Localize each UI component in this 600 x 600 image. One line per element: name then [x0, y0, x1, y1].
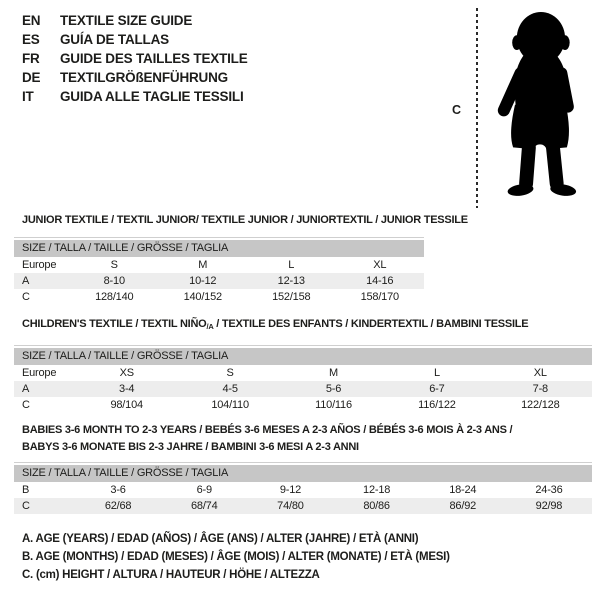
- height-cell: 116/122: [418, 399, 456, 411]
- height-cell: 128/140: [95, 291, 134, 303]
- height-cell: 152/158: [272, 291, 311, 303]
- height-cell: 62/68: [104, 500, 132, 512]
- footnote-c: C. (cm) HEIGHT / ALTURA / HAUTEUR / HÖHE / ALTEZZA: [22, 569, 320, 581]
- table-row: [14, 273, 424, 289]
- row-label: B: [22, 484, 30, 496]
- language-title: TEXTILE SIZE GUIDE: [60, 13, 193, 28]
- row-label: Europe: [22, 367, 57, 379]
- table-row: [14, 482, 592, 498]
- language-row-de: [22, 68, 248, 87]
- babies-table-title: [22, 422, 592, 456]
- size-cell: M: [198, 259, 208, 271]
- size-cell: XS: [119, 367, 134, 379]
- size-header-bar: SIZE / TALLA / TAILLE / GRÖSSE / TAGLIA: [14, 240, 424, 257]
- language-code: IT: [22, 89, 34, 104]
- height-cell: 104/110: [211, 399, 249, 411]
- title-part: CHILDREN'S TEXTILE / TEXTIL NIÑO: [22, 318, 207, 330]
- row-label: Europe: [22, 259, 57, 271]
- language-title: GUIDE DES TAILLES TEXTILE: [60, 51, 248, 66]
- children-textile-section: [14, 317, 592, 413]
- age-cell: 10-12: [189, 275, 217, 287]
- age-cell: 24-36: [535, 484, 563, 496]
- age-cell: 4-5: [222, 383, 238, 395]
- language-title: GUÍA DE TALLAS: [60, 32, 169, 47]
- height-cell: 122/128: [521, 399, 560, 411]
- children-table-title: [22, 317, 592, 334]
- language-code: EN: [22, 13, 41, 28]
- language-row-it: [22, 87, 248, 106]
- babies-textile-section: [14, 422, 592, 514]
- table-row: [14, 381, 592, 397]
- title-part: / TEXTILE DES ENFANTS / KINDERTEXTIL / BAMBINI TESSILE: [213, 318, 529, 330]
- language-list: [22, 11, 248, 106]
- size-header-bar: SIZE / TALLA / TAILLE / GRÖSSE / TAGLIA: [14, 348, 592, 365]
- size-cell: XL: [533, 367, 547, 379]
- height-cell: 74/80: [277, 500, 304, 512]
- junior-table-title: JUNIOR TEXTILE / TEXTIL JUNIOR/ TEXTILE JUNIOR / JUNIORTEXTIL / JUNIOR TESSILE: [22, 214, 468, 226]
- children-table: [14, 348, 592, 413]
- height-cell: 110/116: [315, 399, 352, 411]
- age-cell: 7-8: [532, 383, 548, 395]
- size-cell: XL: [373, 259, 387, 271]
- language-title: GUIDA ALLE TAGLIE TESSILI: [60, 89, 244, 104]
- age-cell: 6-7: [429, 383, 445, 395]
- age-cell: 12-18: [363, 484, 391, 496]
- size-header-bar: SIZE / TALLA / TAILLE / GRÖSSE / TAGLIA: [14, 465, 592, 482]
- babies-table: [14, 465, 592, 514]
- row-label: A: [22, 275, 30, 287]
- table-row: [14, 289, 424, 305]
- language-row-en: [22, 11, 248, 30]
- age-cell: 3-4: [119, 383, 135, 395]
- age-cell: 6-9: [196, 484, 212, 496]
- language-title: TEXTILGRÖßENFÜHRUNG: [60, 70, 228, 85]
- age-cell: 3-6: [110, 484, 126, 496]
- size-cell: S: [226, 367, 234, 379]
- title-line-2: BABYS 3-6 MONATE BIS 2-3 JAHRE / BAMBINI 3-6 MESI A 2-3 ANNI: [22, 441, 359, 453]
- baby-silhouette: [489, 6, 591, 210]
- age-cell: 5-6: [325, 383, 342, 395]
- row-label: A: [22, 383, 30, 395]
- height-c-label: C: [452, 103, 461, 117]
- height-cell: 80/86: [363, 500, 390, 512]
- junior-textile-section: [14, 213, 468, 305]
- age-cell: 12-13: [277, 275, 305, 287]
- age-cell: 18-24: [449, 484, 477, 496]
- table-row: [14, 498, 592, 514]
- table-row: [14, 257, 424, 273]
- footnote-a: A. AGE (YEARS) / EDAD (AÑOS) / ÂGE (ANS) / ALTER (JAHRE) / ETÀ (ANNI): [22, 533, 419, 545]
- language-code: FR: [22, 51, 40, 66]
- table-row: [14, 365, 592, 381]
- size-cell: S: [110, 259, 118, 271]
- height-cell: 68/74: [190, 500, 218, 512]
- row-label: C: [22, 500, 30, 512]
- title-subscript: /A: [206, 322, 214, 331]
- size-cell: L: [433, 367, 440, 379]
- height-cell: 140/152: [183, 291, 222, 303]
- height-dotted-line: [476, 8, 478, 208]
- height-cell: 158/170: [360, 291, 399, 303]
- height-cell: 86/92: [449, 500, 477, 512]
- table-row: [14, 397, 592, 413]
- language-row-fr: [22, 49, 248, 68]
- title-line-1: BABIES 3-6 MONTH TO 2-3 YEARS / BEBÉS 3-6 MESES A 2-3 AÑOS / BÉBÉS 3-6 MOIS À 2-3 ANS /: [22, 424, 513, 436]
- height-cell: 98/104: [110, 399, 143, 411]
- footnotes: [22, 530, 450, 584]
- age-cell: 8-10: [103, 275, 125, 287]
- size-cell: M: [329, 367, 338, 379]
- height-cell: 92/98: [535, 500, 563, 512]
- row-label: C: [22, 399, 30, 411]
- size-cell: L: [288, 259, 295, 271]
- footnote-b: B. AGE (MONTHS) / EDAD (MESES) / ÂGE (MOIS) / ALTER (MONATE) / ETÀ (MESI): [22, 551, 450, 563]
- junior-table: [14, 240, 424, 305]
- age-cell: 14-16: [366, 275, 394, 287]
- language-code: DE: [22, 70, 41, 85]
- language-code: ES: [22, 32, 40, 47]
- language-row-es: [22, 30, 248, 49]
- age-cell: 9-12: [279, 484, 302, 496]
- row-label: C: [22, 291, 30, 303]
